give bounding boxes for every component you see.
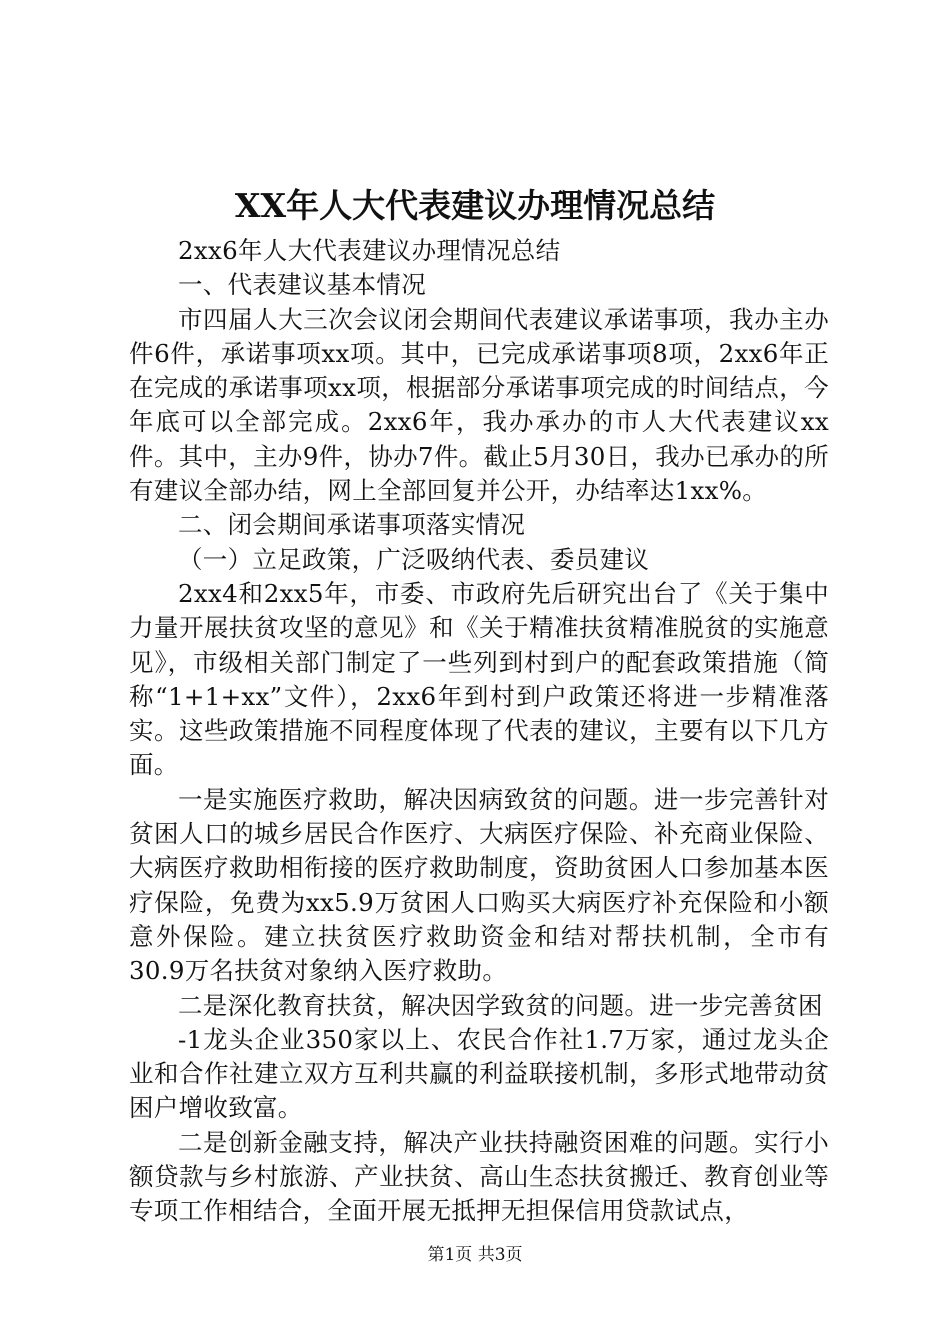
page-footer: 第1页 共3页	[427, 1245, 523, 1265]
document-title: XX年人大代表建议办理情况总结	[234, 186, 716, 225]
paragraph-subtitle: 2xx6年人大代表建议办理情况总结	[178, 236, 561, 265]
paragraph-education: 二是深化教育扶贫，解决因学致贫的问题。进一步完善贫困	[178, 990, 823, 1020]
document-body	[129, 234, 829, 1229]
paragraph-policy: 2xx4和2xx5年，市委、市政府先后研究出台了《关于集中力量开展扶贫攻坚的意见》和《关于精准扶贫精准脱贫的实施意见》，市级相关部门制定了一些列到村到户的配套政策措施（简称“1+1+xx”文件），2xx6年到村到户政策还将进一步精准落实。这些政策措施不同程度体现了代表的建议，主要有以下几方面。	[129, 578, 829, 780]
subsection-heading-1: （一）立足政策，广泛吸纳代表、委员建议	[178, 544, 650, 574]
section-heading-1: 一、代表建议基本情况	[178, 270, 426, 300]
paragraph-enterprises: -1龙头企业350家以上、农民合作社1.7万家，通过龙头企业和合作社建立双方互利共赢的利益联接机制，多形式地带动贫困户增收致富。	[129, 1024, 829, 1123]
paragraph-basic-situation: 市四届人大三次会议闭会期间代表建议承诺事项，我办主办件6件，承诺事项xx项。其中，已完成承诺事项8项，2xx6年正在完成的承诺事项xx项，根据部分承诺事项完成的时间结点，今年底可以全部完成。2xx6年，我办承办的市人大代表建议xx件。其中，主办9件，协办7件。截止5月30日，我办已承办的所有建议全部办结，网上全部回复并公开，办结率达1xx%。	[129, 304, 829, 506]
paragraph-finance: 二是创新金融支持，解决产业扶持融资困难的问题。实行小额贷款与乡村旅游、产业扶贫、高山生态扶贫搬迁、教育创业等专项工作相结合，全面开展无抵押无担保信用贷款试点，	[129, 1127, 829, 1226]
section-heading-2: 二、闭会期间承诺事项落实情况	[178, 510, 526, 540]
paragraph-medical-aid: 一是实施医疗救助，解决因病致贫的问题。进一步完善针对贫困人口的城乡居民合作医疗、大病医疗保险、补充商业保险、大病医疗救助相衔接的医疗救助制度，资助贫困人口参加基本医疗保险，免费为xx5.9万贫困人口购买大病医疗补充保险和小额意外保险。建立扶贫医疗救助资金和结对帮扶机制，全市有30.9万名扶贫对象纳入医疗救助。	[129, 784, 829, 986]
